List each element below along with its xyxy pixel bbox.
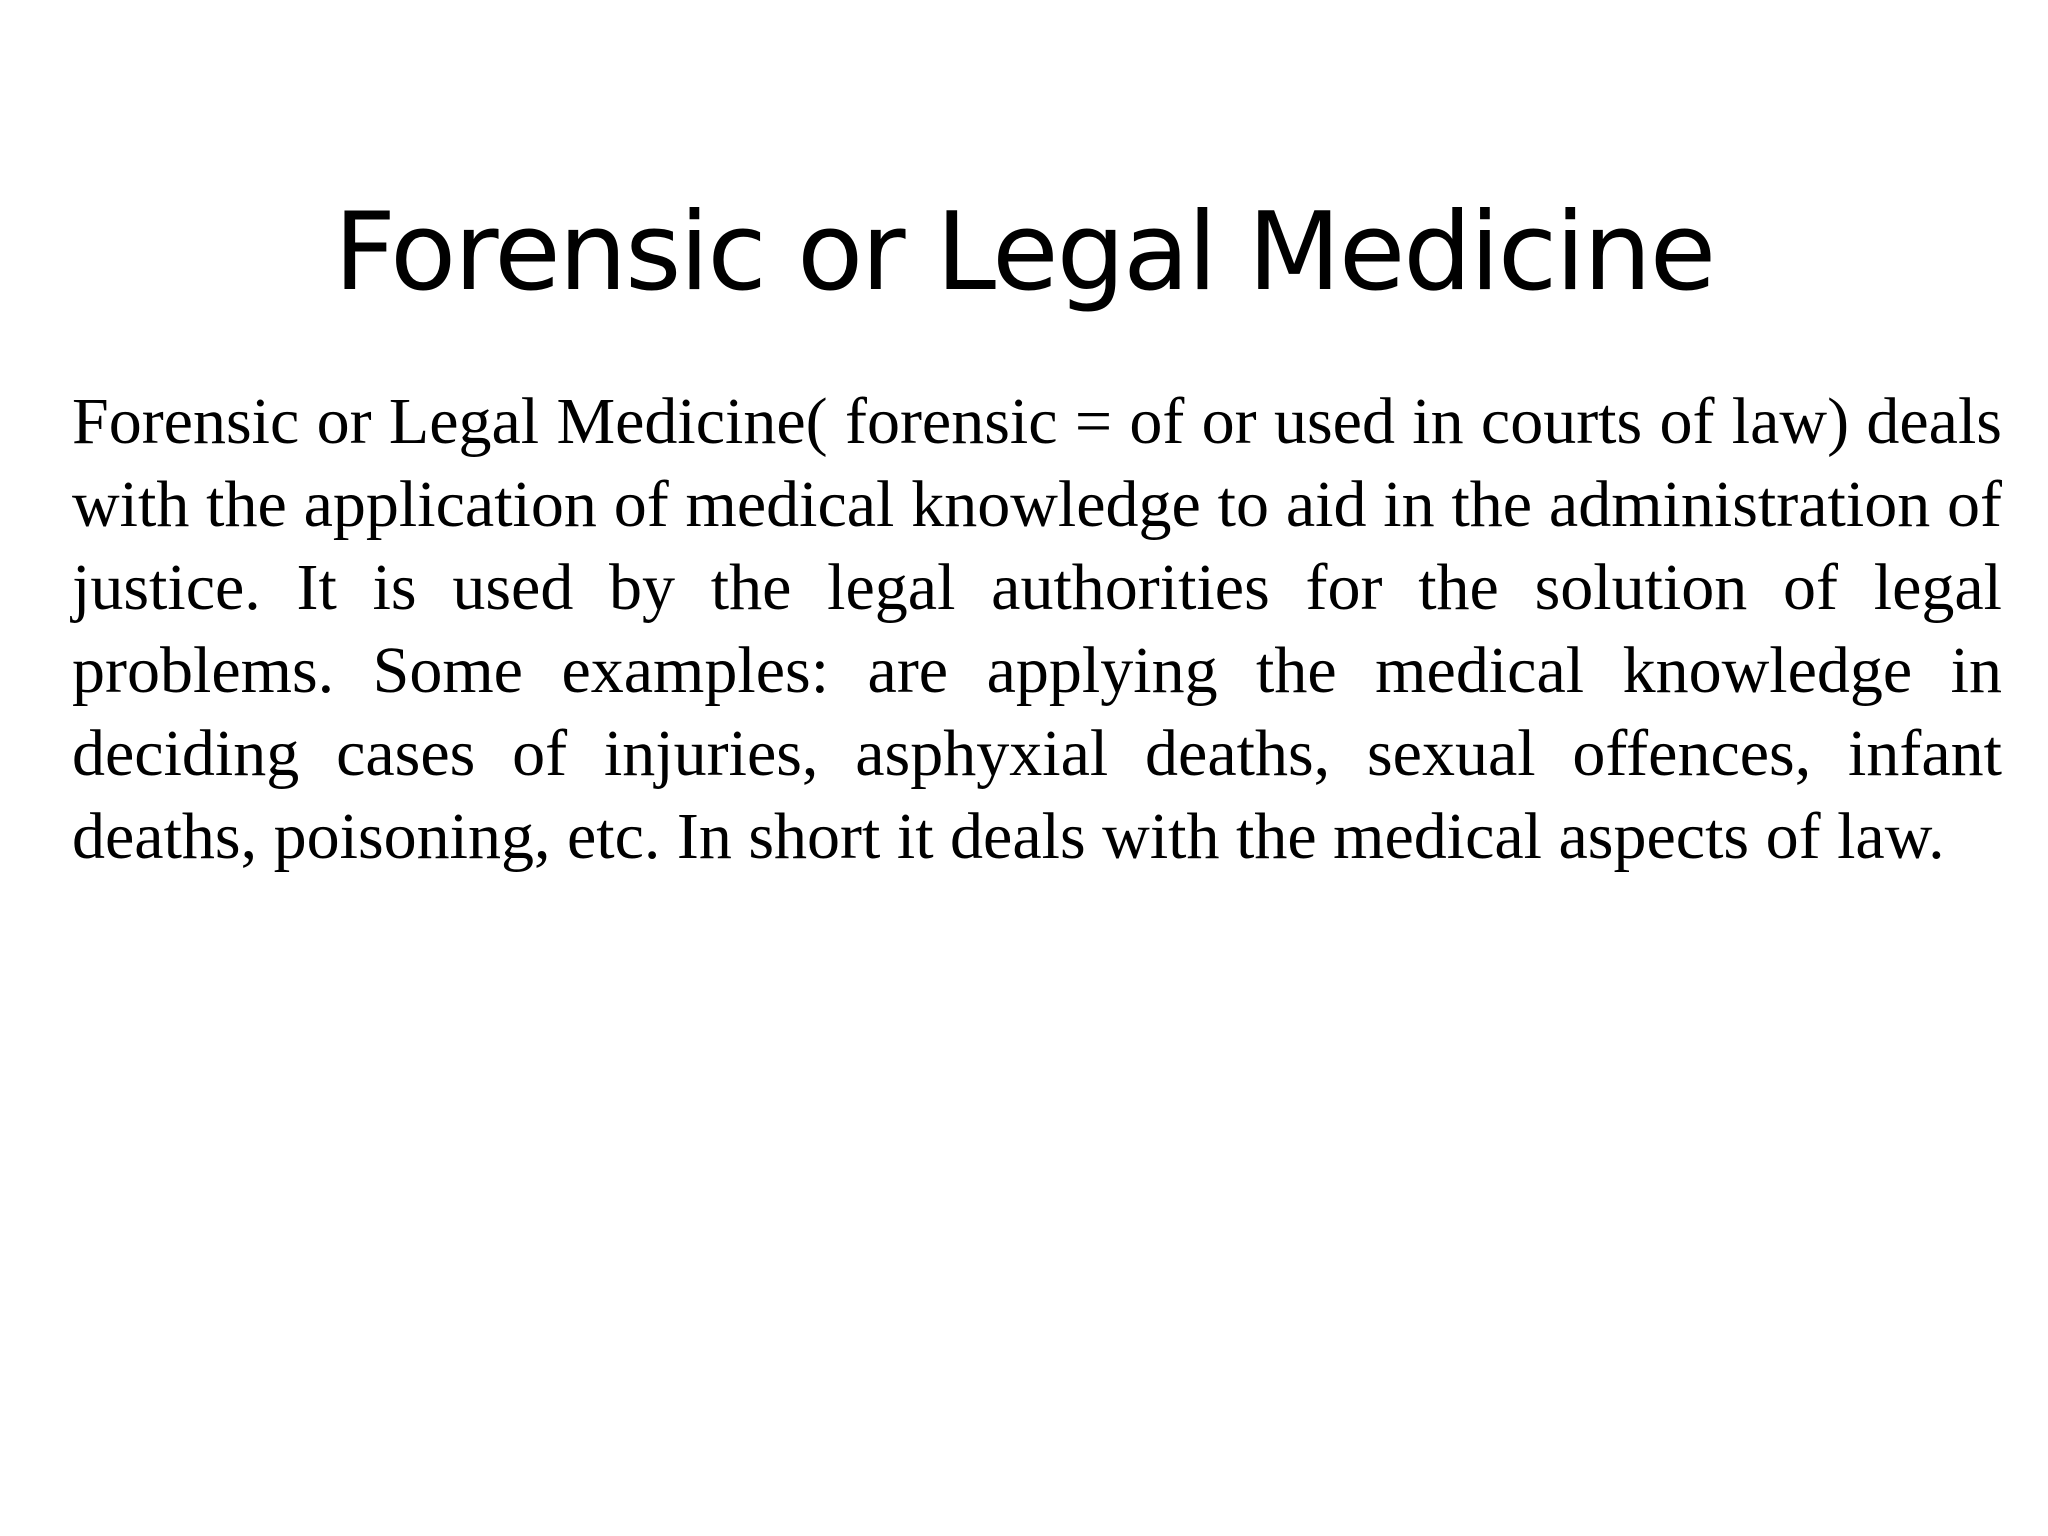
slide-body-paragraph: Forensic or Legal Medicine( forensic = of or used in courts of law) deals with the application of medical knowledge to aid in the administration of justice. It is used by the legal authorities for the solution of legal problems. Some examples: are applying the medical knowledge in deciding cases of injuries, asphyxial deaths, sexual offences, infant deaths, poisoning, etc. In short it deals with the medical aspects of law. — [72, 385, 2002, 873]
slide-title: Forensic or Legal Medicine — [333, 190, 1715, 315]
